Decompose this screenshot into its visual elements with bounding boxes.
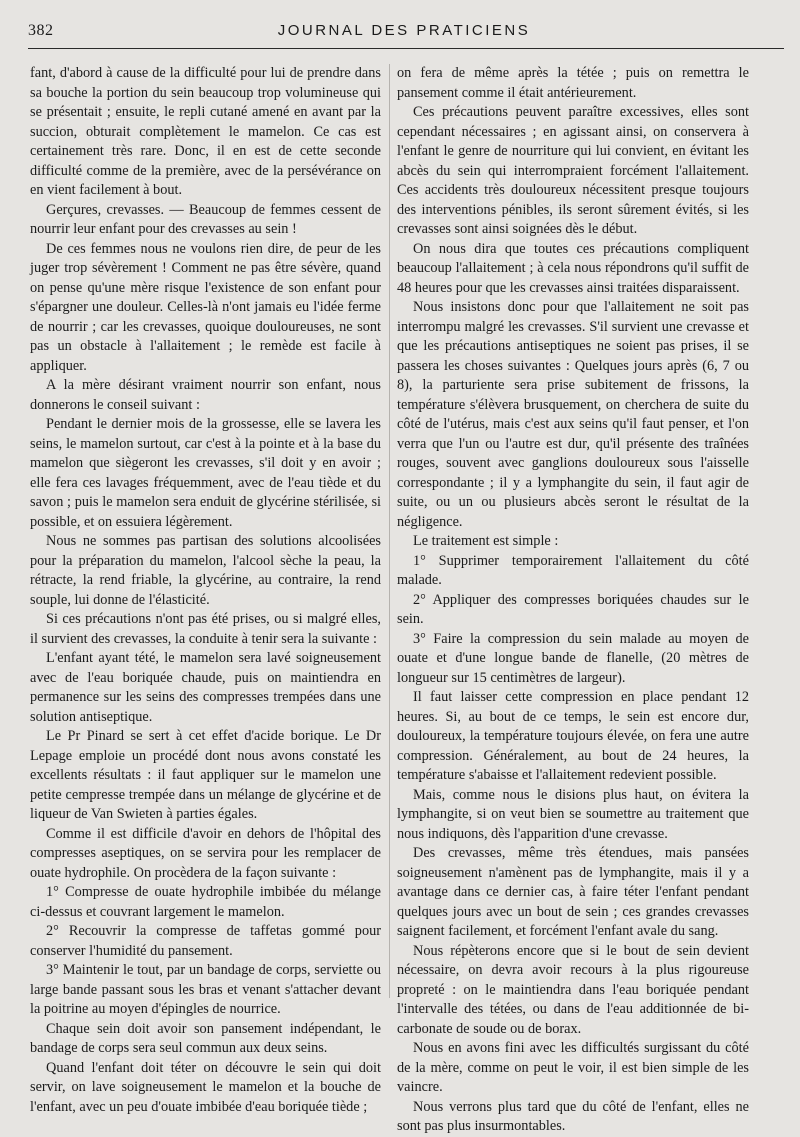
paragraph: Comme il est difficile d'avoir en dehors de l'hôpital des compresses aseptiques, on se servira pour les remplacer de ouate hydrophile. On procèdera de la façon suivante : xyxy=(30,825,381,881)
paragraph: Nous en avons fini avec les difficultés surgissant du côté de la mère, comme on peut le voir, il est bien simple de les vaincre. xyxy=(397,1040,749,1095)
paragraph: 2° Appliquer des compresses boriquées chaudes sur le sein. xyxy=(397,591,749,627)
paragraph: 2° Recouvrir la compresse de taffetas gommé pour conserver l'humidité du pansement. xyxy=(30,923,381,959)
journal-title: JOURNAL DES PRATICIENS xyxy=(277,22,531,39)
paragraph: Gerçures, crevasses. — Beaucoup de femmes cessent de nourrir leur enfant pour des crevasses au sein ! xyxy=(30,201,381,237)
right-column xyxy=(397,64,749,1137)
paragraph: Nous ne sommes pas partisan des solutions alcoolisées pour la préparation du mamelon, l'alcool sèche la peau, la rétracte, la rend friable, la glycérine, au contraire, la rend souple, lui donne de l'élasticité. xyxy=(30,533,381,608)
paragraph: Nous verrons plus tard que du côté de l'enfant, elles ne sont pas plus insurmontables. xyxy=(397,1098,749,1134)
paragraph: L'enfant ayant tété, le mamelon sera lavé soigneusement avec de l'eau boriquée chaude, puis on maintiendra en permanence sur les seins des compresses trempées dans une solution antiseptique. xyxy=(30,650,381,725)
paragraph: Mais, comme nous le disions plus haut, on évitera la lymphangite, si on veut bien se soumettre au traitement que nous indiquons, dès l'apparition d'une crevasse. xyxy=(397,786,749,842)
paragraph: Nous insistons donc pour que l'allaitement ne soit pas interrompu malgré les crevasses. S'il survient une crevasse et que les précautions antiseptiques ne soient pas prises, il se passera les choses suivantes : Quelques jours après (6, 7 ou 8), la parturiente sera prise subitement de frissons, la température s'élèvera brusquement, on cherchera de suite du côté de l'utérus, mais c'est aux seins qu'il faut penser, et l'on verra que l'un ou l'autre est dur, qu'il présente des traînées rouges, souvent avec ganglions douloureux sous l'aisselle correspondante ; il y a lymphangite du sein, il faut agir de suite, ou un ou plusieurs abcès seront le résultat de la négligence. xyxy=(397,299,749,530)
paragraph: Le Pr Pinard se sert à cet effet d'acide borique. Le Dr Lepage emploie un procédé dont nous avons constaté les excellents résultats : il faut appliquer sur le mamelon une petite cempresse trempée dans un mélange de glycérine et de liqueur de Van Swieten à parties égales. xyxy=(30,728,381,822)
paragraph: Chaque sein doit avoir son pansement indépendant, le bandage de corps sera seul commun aux deux seins. xyxy=(30,1020,381,1056)
paragraph: Des crevasses, même très étendues, mais pansées soigneusement n'amènent pas de lymphangite, mais il y a avantage dans ce dernier cas, à faire téter l'enfant pendant quelques jours avec un bout de sein ; ces grandes crevasses saignent facilement, et forcément l'enfant avale du sang. xyxy=(397,845,749,939)
column-separator xyxy=(389,64,390,998)
header-rule xyxy=(28,48,784,49)
paragraph: Pendant le dernier mois de la grossesse, elle se lavera les seins, le mamelon surtout, car c'est à la pointe et à la base du mamelon que siègeront les crevasses, s'il doit y en avoir ; elle fera ces lavages fréquemment, avec de l'eau tiède et du savon ; puis le mamelon sera enduit de glycérine stérilisée, si possible, et on essuiera légèrement. xyxy=(30,416,381,530)
paragraph: On nous dira que toutes ces précautions compliquent beaucoup l'allaitement ; à cela nous répondrons qu'il suffit de 48 heures pour que les crevasses ainsi traitées disparaissent. xyxy=(397,240,749,296)
paragraph: 3° Maintenir le tout, par un bandage de corps, serviette ou large bande passant sous les bras et venant s'attacher devant la poitrine au moyen d'épingles de nourrice. xyxy=(30,962,381,1017)
paragraph: Quand l'enfant doit téter on découvre le sein qui doit servir, on lave soigneusement le mamelon et la bouche de l'enfant, avec un peu d'ouate imbibée d'eau boriquée tiède ; xyxy=(30,1059,381,1115)
paragraph: Nous répèterons encore que si le bout de sein devient nécessaire, on devra avoir recours à la plus rigoureuse propreté : on le maintiendra dans l'eau boriquée pendant l'intervalle des tétées, ou dans de l'eau additionnée de bi-carbonate de soude ou de borax. xyxy=(397,942,749,1037)
paragraph: Le traitement est simple : xyxy=(413,533,559,549)
paragraph: on fera de même après la tétée ; puis on remettra le pansement comme il était antérieurement. xyxy=(397,65,749,101)
paragraph: fant, d'abord à cause de la difficulté pour lui de prendre dans sa bouche la portion du sein beaucoup trop volumineuse qui se présentait ; ensuite, le repli cutané amené en avant par la succion, obturait complètement le mamelon. Ce cas est certainement très rare. Donc, il en est de cette seconde difficulté comme de la première, avec de la persévérance on en vient facilement à bout. xyxy=(30,65,381,198)
paragraph: 1° Supprimer temporairement l'allaitement du côté malade. xyxy=(397,552,749,588)
paragraph: 3° Faire la compression du sein malade au moyen de ouate et d'une longue bande de flanelle, (20 mètres de longueur sur 15 centimètres de largeur). xyxy=(397,630,749,686)
paragraph: Si ces précautions n'ont pas été prises, ou si malgré elles, il survient des crevasses, la conduite à tenir sera la suivante : xyxy=(30,611,381,647)
page-header xyxy=(28,20,780,44)
left-column xyxy=(30,64,381,1117)
paragraph: De ces femmes nous ne voulons rien dire, de peur de les juger trop sévèrement ! Comment ne pas être sévère, quand on pense qu'une mère risque l'existence de son enfant pour s'épargner une douleur. Celles-là n'ont jamais eu l'idée ferme de nourrir ; car les crevasses, quoique douloureuses, ne sont pas un obstacle à l'allaitement ; le remède est facile à appliquer. xyxy=(30,240,381,374)
paragraph: A la mère désirant vraiment nourrir son enfant, nous donnerons le conseil suivant : xyxy=(30,377,381,413)
paragraph: Il faut laisser cette compression en place pendant 12 heures. Si, au bout de ce temps, le sein est encore dur, douloureux, la température toujours élevée, on fera une autre compression. Généralement, au bout de 24 heures, la température s'abaisse et l'allaitement redevient possible. xyxy=(397,689,749,783)
page-number: 382 xyxy=(28,22,54,39)
paragraph: 1° Compresse de ouate hydrophile imbibée du mélange ci-dessus et couvrant largement le mamelon. xyxy=(30,884,381,920)
paragraph: Ces précautions peuvent paraître excessives, elles sont cependant nécessaires ; en agissant ainsi, on conservera à l'enfant le genre de nourriture qui lui convient, en évitant les abcès du sein qui interrompraient forcément l'allaitement. Ces accidents très douloureux nécessitent presque toujours des interventions pénibles, ils seront sûrement évités, si les crevasses sont ainsi soignées dès le début. xyxy=(397,104,749,237)
